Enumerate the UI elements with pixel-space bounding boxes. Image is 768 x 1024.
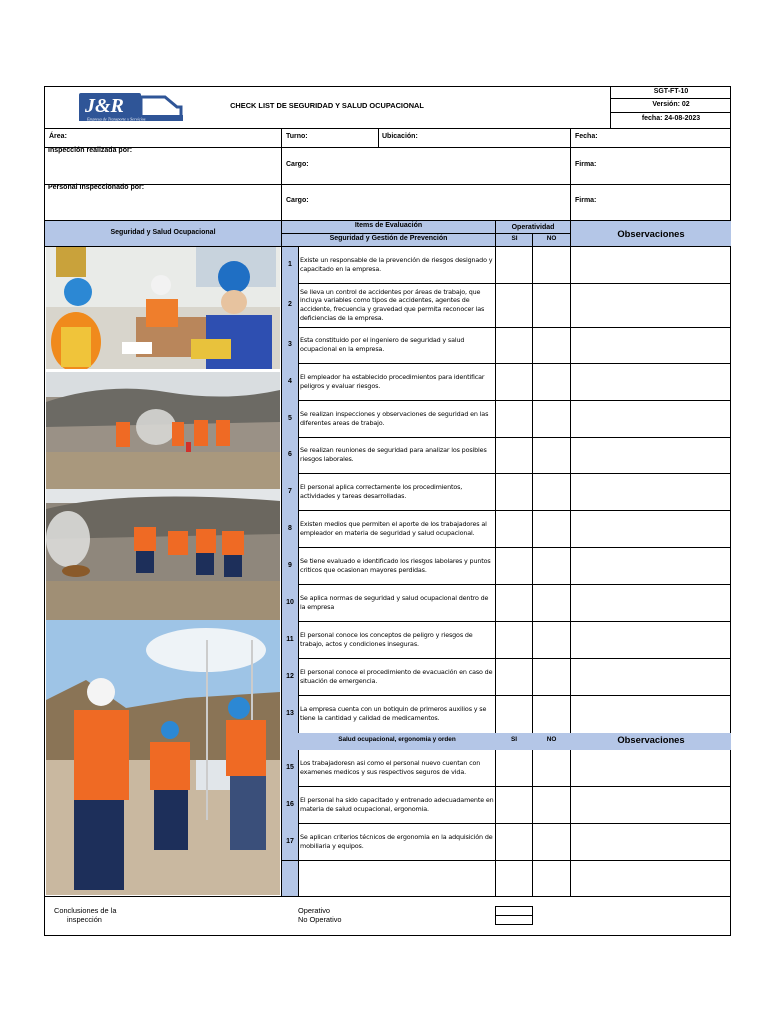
- subsection2-header: Salud ocupacional, ergonomia y orden: [338, 736, 456, 743]
- item-text: El personal ha sido capacitado y entrenado adecuadamente en materia de salud ocupacional, ergonomia.: [300, 795, 494, 813]
- item-number: 15: [282, 750, 298, 786]
- item-number: 1: [282, 247, 298, 283]
- item-obs-cell[interactable]: [571, 786, 731, 823]
- item-si-cell[interactable]: [496, 327, 532, 363]
- no-operativo-checkbox[interactable]: [495, 915, 533, 925]
- item-obs-cell[interactable]: [571, 473, 731, 510]
- photo-fire-drill-1: [46, 372, 280, 489]
- item-number: 3: [282, 327, 298, 363]
- svg-text:J&R: J&R: [85, 95, 124, 117]
- si-header: SI: [511, 235, 518, 242]
- item-obs-cell[interactable]: [571, 510, 731, 547]
- item-si-cell[interactable]: [496, 547, 532, 584]
- item-si-cell[interactable]: [496, 400, 532, 437]
- item-si-cell[interactable]: [496, 786, 532, 823]
- item-si-cell[interactable]: [496, 750, 532, 786]
- firma-label-1: Firma:: [575, 161, 597, 168]
- item-no-cell[interactable]: [533, 584, 570, 621]
- operativo-label: Operativo: [298, 906, 331, 915]
- item-number: 12: [282, 658, 298, 695]
- item-obs-cell[interactable]: [571, 437, 731, 473]
- item-number-empty: [282, 861, 298, 896]
- item-no-cell[interactable]: [533, 786, 570, 823]
- item-no-cell[interactable]: [533, 437, 570, 473]
- item-number: 4: [282, 363, 298, 400]
- item-text: Existen medios que permiten el aporte de los trabajadores al empleador en materia de seguridad y salud ocupacional.: [300, 519, 487, 537]
- item-no-cell[interactable]: [533, 823, 570, 860]
- item-number: 2: [282, 283, 298, 327]
- items-eval-header: Items de Evaluación: [354, 222, 423, 229]
- cargo-label-1: Cargo:: [286, 161, 309, 168]
- item-no-cell[interactable]: [533, 247, 570, 283]
- item-number: 6: [282, 437, 298, 473]
- item-no-cell[interactable]: [533, 363, 570, 400]
- document-version: Versión: 02: [652, 101, 690, 108]
- fecha-label: Fecha:: [575, 133, 598, 140]
- item-si-cell[interactable]: [496, 695, 532, 733]
- item-obs-cell[interactable]: [571, 584, 731, 621]
- operatividad-header: Operatividad: [511, 224, 555, 231]
- turno-label: Turno:: [286, 133, 308, 140]
- item-obs-cell[interactable]: [571, 247, 731, 283]
- item-text: El empleador ha establecido procedimientos para identificar peligros y evaluar riesgos.: [300, 372, 485, 390]
- estado-labels: [298, 906, 342, 924]
- ubicacion-label: Ubicación:: [382, 133, 418, 140]
- checklist-sheet: [44, 86, 731, 936]
- item-si-cell[interactable]: [496, 510, 532, 547]
- photo-safety-briefing: [46, 620, 280, 895]
- document-date: fecha: 24-08-2023: [641, 115, 701, 122]
- no-header: NO: [546, 235, 557, 242]
- item-text: Se aplica normas de seguridad y salud ocupacional dentro de la empresa: [300, 593, 489, 611]
- item-number: 10: [282, 584, 298, 621]
- observaciones-header: Observaciones: [571, 221, 731, 246]
- si-header-2: SI: [510, 736, 518, 743]
- item-no-cell[interactable]: [533, 510, 570, 547]
- item-si-cell[interactable]: [496, 363, 532, 400]
- item-si-cell[interactable]: [496, 621, 532, 658]
- item-text: Se realizan inspecciones y observaciones de seguridad en las diferentes areas de trabajo.: [300, 409, 489, 427]
- item-text: Se realizan reuniones de seguridad para analizar los posibles riesgos laborales.: [300, 446, 487, 463]
- item-no-cell[interactable]: [533, 327, 570, 363]
- document-code: SGT-FT-10: [653, 88, 689, 95]
- item-si-cell[interactable]: [496, 247, 532, 283]
- item-number: 16: [282, 786, 298, 823]
- firma-label-2: Firma:: [575, 197, 597, 204]
- area-label: Área:: [49, 133, 67, 140]
- logo-truck-icon: [77, 91, 185, 123]
- item-si-cell[interactable]: [496, 437, 532, 473]
- svg-text:Empresa de Transporte y Servic: Empresa de Transporte y Servicios: [87, 116, 146, 122]
- no-header-2: NO: [546, 736, 557, 743]
- item-no-cell[interactable]: [533, 283, 570, 327]
- item-text: Se lleva un control de accidentes por áreas de trabajo, que incluya variables como tipos de accidentes, agentes de accidente, frecuencia y gravedad que permita reconocer las deficiencias de la empresa.: [300, 287, 485, 322]
- photo-training-session: [46, 247, 280, 369]
- item-obs-cell[interactable]: [571, 363, 731, 400]
- item-obs-cell[interactable]: [571, 621, 731, 658]
- item-no-cell[interactable]: [533, 547, 570, 584]
- item-text: Esta constituido por el ingeniero de seguridad y salud ocupacional en la empresa.: [300, 336, 465, 353]
- no-operativo-label: No Operativo: [298, 915, 342, 924]
- item-obs-cell[interactable]: [571, 400, 731, 437]
- item-obs-cell[interactable]: [571, 695, 731, 733]
- item-obs-cell[interactable]: [571, 547, 731, 584]
- item-text: Se aplican criterios técnicos de ergonomia en la adquisición de mobiliaria y equipos.: [300, 832, 493, 850]
- item-number: 5: [282, 400, 298, 437]
- item-si-cell[interactable]: [496, 658, 532, 695]
- conclusiones-label: Conclusiones de la inspección: [54, 906, 117, 924]
- item-number: 11: [282, 621, 298, 658]
- personal-label: Personal Inspeccionado por:: [48, 184, 145, 191]
- cargo-label-2: Cargo:: [286, 197, 309, 204]
- item-no-cell[interactable]: [533, 473, 570, 510]
- company-logo: [77, 91, 185, 123]
- item-no-cell[interactable]: [533, 400, 570, 437]
- item-no-cell[interactable]: [533, 658, 570, 695]
- item-number: 9: [282, 547, 298, 584]
- item-number: 13: [282, 695, 298, 733]
- item-si-cell[interactable]: [496, 823, 532, 860]
- observaciones-header-2: Observaciones: [617, 734, 685, 745]
- item-no-cell[interactable]: [533, 695, 570, 733]
- item-si-cell[interactable]: [496, 584, 532, 621]
- item-si-cell[interactable]: [496, 473, 532, 510]
- item-text: La empresa cuenta con un botiquin de primeros auxilios y se tiene la cantidad y calidad de medicamentos.: [300, 705, 487, 722]
- section-header: Seguridad y Salud Ocupacional: [45, 221, 281, 246]
- item-text: Se tiene evaluado e identificado los riesgos labolares y puntos criticos que ocasionan mayores perdidas.: [300, 556, 491, 574]
- item-number: 7: [282, 473, 298, 510]
- item-obs-cell[interactable]: [571, 750, 731, 786]
- item-text: El personal conoce los conceptos de peligro y riesgos de trabajo, actos y condiciones inseguras.: [300, 630, 473, 648]
- item-text: El personal aplica correctamente los procedimientos, actividades y tareas desarrolladas.: [300, 482, 463, 500]
- item-no-cell[interactable]: [533, 750, 570, 786]
- item-text: Existe un responsable de la prevención de riesgos designado y capacitado en la empresa.: [300, 256, 493, 273]
- item-obs-cell[interactable]: [571, 823, 731, 860]
- item-obs-cell[interactable]: [571, 283, 731, 327]
- item-number: 8: [282, 510, 298, 547]
- item-number: 17: [282, 823, 298, 860]
- inspeccion-label: Inspección realizada por:: [48, 147, 133, 154]
- item-si-cell[interactable]: [496, 283, 532, 327]
- item-no-cell[interactable]: [533, 621, 570, 658]
- subsection1-header: Seguridad y Gestión de Prevención: [329, 235, 448, 242]
- photo-fire-drill-2: [46, 489, 280, 620]
- document-title: CHECK LIST DE SEGURIDAD Y SALUD OCUPACIONAL: [230, 101, 424, 110]
- item-obs-cell[interactable]: [571, 658, 731, 695]
- item-text: Los trabajadoresn asi como el personal nuevo cuentan con examenes medicos y sus respectivos seguros de vida.: [300, 759, 481, 776]
- item-text: El personal conoce el procedimiento de evacuación en caso de situación de emergencia.: [300, 667, 493, 685]
- item-obs-cell[interactable]: [571, 327, 731, 363]
